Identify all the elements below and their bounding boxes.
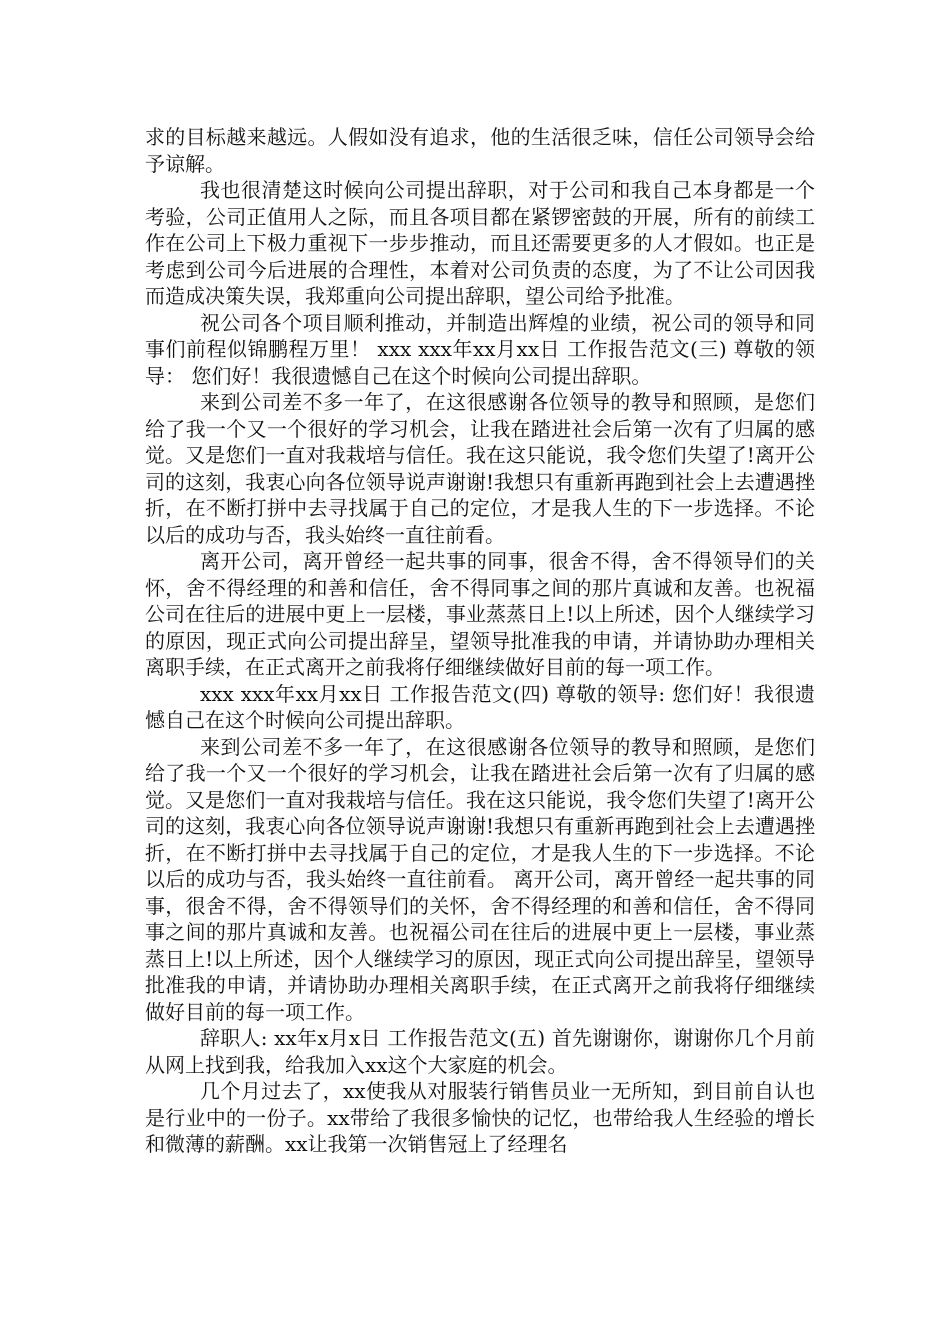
paragraph-6: xxx xxx年xx月xx日 工作报告范文(四) 尊敬的领导: 您们好！我很遗憾自己在这个时候向公司提出辞职。	[145, 681, 815, 732]
paragraph-2: 我也很清楚这时候向公司提出辞职，对于公司和我自己本身都是一个考验，公司正值用人之际，而且各项目都在紧锣密鼓的开展，所有的前续工作在公司上下极力重视下一步步推动，而且还需要更多的人才假如。也正是考虑到公司今后进展的合理性，本着对公司负责的态度，为了不让公司因我而造成决策失误，我郑重向公司提出辞职，望公司给予批准。	[145, 178, 815, 308]
paragraph-3: 祝公司各个项目顺利推动，并制造出辉煌的业绩，祝公司的领导和同事们前程似锦鹏程万里！ xxx xxx年xx月xx日 工作报告范文(三) 尊敬的领导： 您们好！我很遗憾自己在这个时候向公司提出辞职。	[145, 310, 815, 388]
paragraph-8: 辞职人: xx年x月x日 工作报告范文(五) 首先谢谢你，谢谢你几个月前从网上找到我，给我加入xx这个大家庭的机会。	[145, 1026, 815, 1077]
paragraph-5: 离开公司，离开曾经一起共事的同事，很舍不得，舍不得领导们的关怀，舍不得经理的和善和信任，舍不得同事之间的那片真诚和友善。也祝福公司在往后的进展中更上一层楼，事业蒸蒸日上!以上所述，因个人继续学习的原因，现正式向公司提出辞呈，望领导批准我的申请，并请协助办理相关离职手续，在正式离开之前我将仔细继续做好目前的每一项工作。	[145, 549, 815, 679]
paragraph-7: 来到公司差不多一年了，在这很感谢各位领导的教导和照顾，是您们给了我一个又一个很好的学习机会，让我在踏进社会后第一次有了归属的感觉。又是您们一直对我栽培与信任。我在这只能说，我令您们失望了!离开公司的这刻，我衷心向各位领导说声谢谢!我想只有重新再跑到社会上去遭遇挫折，在不断打拼中去寻找属于自己的定位，才是我人生的下一步选择。不论以后的成功与否，我头始终一直往前看。 离开公司，离开曾经一起共事的同事，很舍不得，舍不得领导们的关怀，舍不得经理的和善和信任，舍不得同事之间的那片真诚和友善。也祝福公司在往后的进展中更上一层楼，事业蒸蒸日上!以上所述，因个人继续学习的原因，现正式向公司提出辞呈，望领导批准我的申请，并请协助办理相关离职手续，在正式离开之前我将仔细继续做好目前的每一项工作。	[145, 734, 815, 1024]
paragraph-4: 来到公司差不多一年了，在这很感谢各位领导的教导和照顾，是您们给了我一个又一个很好的学习机会，让我在踏进社会后第一次有了归属的感觉。又是您们一直对我栽培与信任。我在这只能说，我令您们失望了!离开公司的这刻，我衷心向各位领导说声谢谢!我想只有重新再跑到社会上去遭遇挫折，在不断打拼中去寻找属于自己的定位，才是我人生的下一步选择。不论以后的成功与否，我头始终一直往前看。	[145, 390, 815, 547]
paragraph-1: 求的目标越来越远。人假如没有追求，他的生活很乏味，信任公司领导会给予谅解。	[145, 125, 815, 176]
paragraph-9: 几个月过去了，xx使我从对服装行销售员业一无所知，到目前自认也是行业中的一份子。xx带给了我很多愉快的记忆，也带给我人生经验的增长和微薄的薪酬。xx让我第一次销售冠上了经理名	[145, 1079, 815, 1156]
document-body	[145, 124, 815, 1158]
